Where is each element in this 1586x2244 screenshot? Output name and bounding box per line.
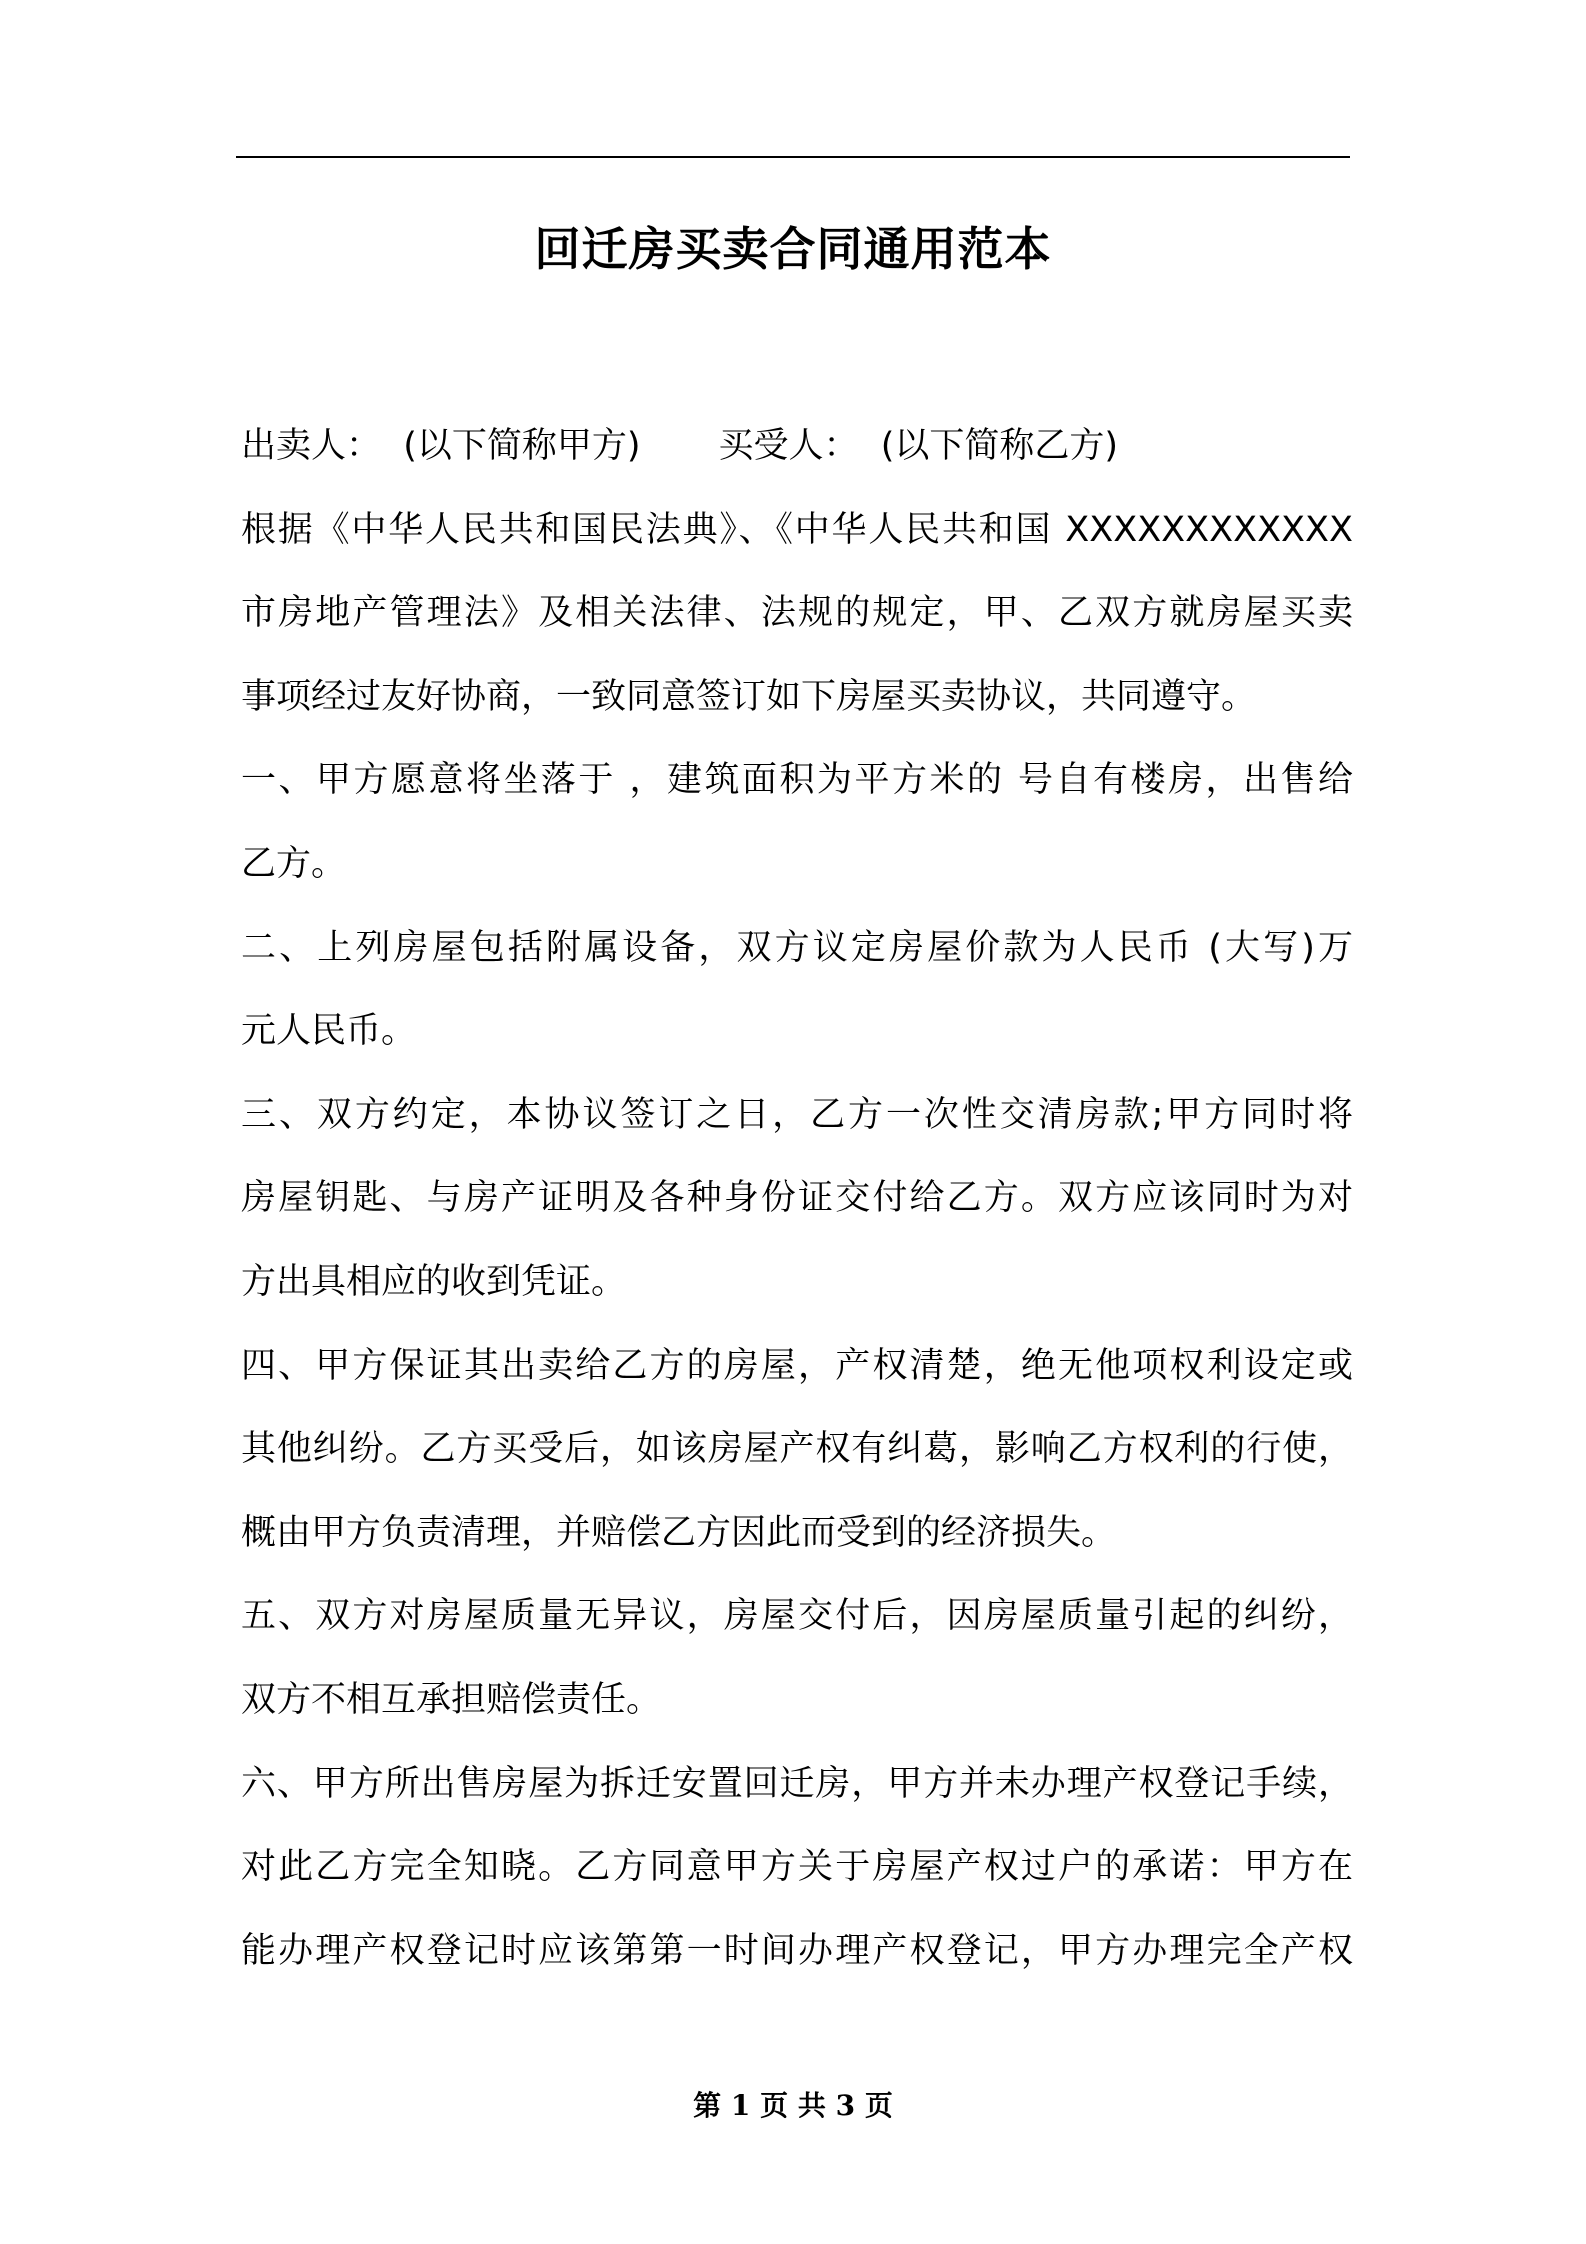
paragraph-line: 一、甲方愿意将坐落于 ，建筑面积为平方米的 号自有楼房，出售给	[241, 760, 1353, 801]
paragraph-line: 事项经过友好协商，一致同意签订如下房屋买卖协议，共同遵守。	[241, 676, 1257, 717]
clause-5-paragraph	[241, 1575, 1353, 1742]
clause-4-paragraph	[241, 1325, 1353, 1576]
paragraph-line: 四、甲方保证其出卖给乙方的房屋，产权清楚，绝无他项权利设定或	[241, 1345, 1353, 1386]
paragraph-line: 乙方。	[241, 843, 347, 884]
paragraph-line: 五、双方对房屋质量无异议，房屋交付后，因房屋质量引起的纠纷，	[241, 1596, 1353, 1637]
paragraph-line: 房屋钥匙、与房产证明及各种身份证交付给乙方。双方应该同时为对	[241, 1178, 1353, 1219]
paragraph-line: 六、甲方所出售房屋为拆迁安置回迁房，甲方并未办理产权登记手续，	[241, 1763, 1353, 1804]
buyer-abbreviation: (以下简称乙方)	[880, 426, 1119, 466]
paragraph-line: 二、上列房屋包括附属设备，双方议定房屋价款为人民币 (大写)万	[241, 927, 1353, 968]
clause-1-paragraph	[241, 739, 1353, 906]
clause-6-paragraph	[241, 1743, 1353, 1994]
paragraph-line: 概由甲方负责清理，并赔偿乙方因此而受到的经济损失。	[241, 1512, 1117, 1553]
clause-2-paragraph	[241, 907, 1353, 1074]
seller-label: 出卖人：	[241, 426, 382, 466]
paragraph-line: 三、双方约定，本协议签订之日，乙方一次性交清房款;甲方同时将	[241, 1094, 1353, 1135]
header-divider	[236, 156, 1350, 158]
buyer-label: 买受人：	[718, 426, 859, 466]
intro-paragraph	[241, 489, 1353, 740]
clause-3-paragraph	[241, 1074, 1353, 1325]
paragraph-line: 方出具相应的收到凭证。	[241, 1261, 627, 1302]
seller-abbreviation: (以下简称甲方)	[403, 426, 641, 466]
paragraph-line: 能办理产权登记时应该第第一时间办理产权登记，甲方办理完全产权	[241, 1930, 1353, 1971]
paragraph-line: 元人民币。	[241, 1011, 417, 1052]
document-title: 回迁房买卖合同通用范本	[534, 222, 1052, 276]
parties-line	[241, 405, 1353, 489]
paragraph-line: 双方不相互承担赔偿责任。	[241, 1679, 662, 1720]
paragraph-line: 市房地产管理法》及相关法律、法规的规定，甲、乙双方就房屋买卖	[241, 593, 1353, 634]
paragraph-line: 对此乙方完全知晓。乙方同意甲方关于房屋产权过户的承诺：甲方在	[241, 1847, 1353, 1888]
paragraph-line: 其他纠纷。乙方买受后，如该房屋产权有纠葛，影响乙方权利的行使，	[241, 1429, 1353, 1470]
document-body	[241, 405, 1353, 1993]
paragraph-line: 根据《中华人民共和国民法典》、《中华人民共和国 XXXXXXXXXXXX	[241, 509, 1353, 550]
page-number: 第 1 页 共 3 页	[693, 2089, 893, 2122]
